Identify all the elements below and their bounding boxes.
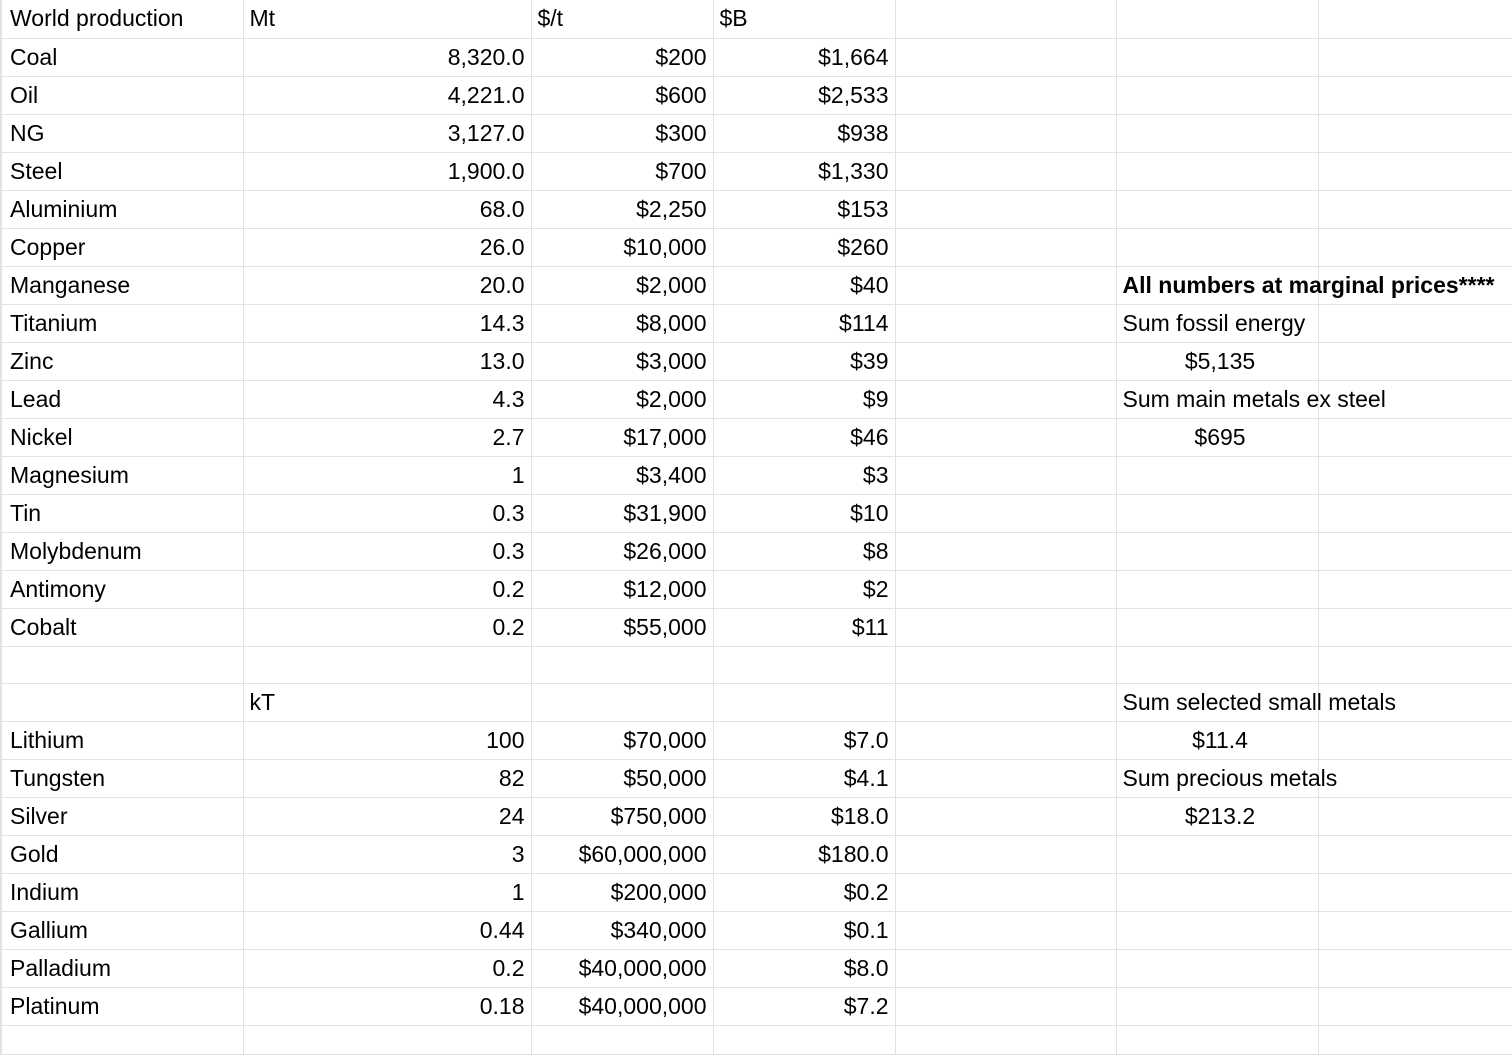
- amount-cell[interactable]: 4.3: [243, 380, 531, 418]
- amount-cell[interactable]: 24: [243, 797, 531, 835]
- kt-unit-cell[interactable]: kT: [243, 683, 531, 721]
- value-cell[interactable]: $0.1: [713, 911, 895, 949]
- empty-cell[interactable]: [895, 797, 1116, 835]
- table-row: [0, 721, 1512, 759]
- empty-cell[interactable]: [1318, 152, 1512, 190]
- empty-cell[interactable]: [1116, 114, 1318, 152]
- table-row: [0, 949, 1512, 987]
- empty-cell[interactable]: [1318, 911, 1512, 949]
- sum-metals-label[interactable]: Sum main metals ex steel: [1116, 380, 1318, 418]
- blank-row: [0, 1025, 1512, 1054]
- empty-cell[interactable]: [531, 1025, 713, 1054]
- empty-cell[interactable]: [895, 570, 1116, 608]
- material-name-cell[interactable]: Copper: [0, 228, 243, 266]
- empty-cell[interactable]: [1116, 494, 1318, 532]
- empty-cell[interactable]: [713, 646, 895, 683]
- empty-cell[interactable]: [1116, 76, 1318, 114]
- value-cell[interactable]: $8: [713, 532, 895, 570]
- value-cell[interactable]: $8.0: [713, 949, 895, 987]
- empty-cell[interactable]: [1318, 342, 1512, 380]
- amount-cell[interactable]: 26.0: [243, 228, 531, 266]
- empty-cell[interactable]: [895, 1025, 1116, 1054]
- price-cell[interactable]: $10,000: [531, 228, 713, 266]
- empty-cell[interactable]: [1318, 114, 1512, 152]
- empty-cell[interactable]: [1116, 38, 1318, 76]
- table-row: [0, 456, 1512, 494]
- price-cell[interactable]: $31,900: [531, 494, 713, 532]
- price-cell[interactable]: $700: [531, 152, 713, 190]
- value-cell[interactable]: $1,664: [713, 38, 895, 76]
- price-cell[interactable]: $26,000: [531, 532, 713, 570]
- empty-cell[interactable]: [1318, 759, 1512, 797]
- empty-cell[interactable]: [895, 38, 1116, 76]
- table-row: [0, 76, 1512, 114]
- empty-cell[interactable]: [1318, 228, 1512, 266]
- amount-cell[interactable]: 100: [243, 721, 531, 759]
- price-cell[interactable]: $600: [531, 76, 713, 114]
- material-name-cell[interactable]: Steel: [0, 152, 243, 190]
- table-row: [0, 266, 1512, 304]
- table-row: [0, 570, 1512, 608]
- price-cell[interactable]: $12,000: [531, 570, 713, 608]
- empty-cell[interactable]: [1116, 911, 1318, 949]
- empty-cell[interactable]: [895, 152, 1116, 190]
- table-row: [0, 835, 1512, 873]
- empty-cell[interactable]: [1318, 456, 1512, 494]
- material-name-cell[interactable]: Lead: [0, 380, 243, 418]
- empty-cell[interactable]: [0, 646, 243, 683]
- price-cell[interactable]: $70,000: [531, 721, 713, 759]
- empty-cell[interactable]: [1318, 646, 1512, 683]
- value-cell[interactable]: $180.0: [713, 835, 895, 873]
- table-row: [0, 38, 1512, 76]
- price-cell[interactable]: $3,400: [531, 456, 713, 494]
- empty-cell[interactable]: [1116, 532, 1318, 570]
- empty-cell[interactable]: [1116, 228, 1318, 266]
- material-name-cell[interactable]: Antimony: [0, 570, 243, 608]
- empty-cell[interactable]: [1116, 608, 1318, 646]
- empty-cell[interactable]: [895, 380, 1116, 418]
- empty-cell[interactable]: [1116, 949, 1318, 987]
- table-row: [0, 532, 1512, 570]
- material-name-cell[interactable]: Nickel: [0, 418, 243, 456]
- value-cell[interactable]: $3: [713, 456, 895, 494]
- empty-cell[interactable]: [713, 683, 895, 721]
- sum-fossil-value[interactable]: $5,135: [1116, 342, 1318, 380]
- price-cell[interactable]: $2,250: [531, 190, 713, 228]
- header-row: [0, 0, 1512, 38]
- empty-cell[interactable]: [895, 266, 1116, 304]
- table-row: [0, 759, 1512, 797]
- amount-cell[interactable]: 0.2: [243, 949, 531, 987]
- empty-cell[interactable]: [1116, 570, 1318, 608]
- header-name-cell[interactable]: World production: [0, 0, 243, 38]
- amount-cell[interactable]: 0.18: [243, 987, 531, 1025]
- empty-cell[interactable]: [1318, 494, 1512, 532]
- kt-header-row: [0, 683, 1512, 721]
- amount-cell[interactable]: 0.2: [243, 570, 531, 608]
- empty-cell[interactable]: [1116, 1025, 1318, 1054]
- header-unit-cell[interactable]: Mt: [243, 0, 531, 38]
- price-cell[interactable]: $200: [531, 38, 713, 76]
- empty-cell[interactable]: [1116, 646, 1318, 683]
- empty-cell[interactable]: [895, 835, 1116, 873]
- empty-cell[interactable]: [1116, 835, 1318, 873]
- material-name-cell[interactable]: Platinum: [0, 987, 243, 1025]
- empty-cell[interactable]: [895, 494, 1116, 532]
- value-cell[interactable]: $938: [713, 114, 895, 152]
- material-name-cell[interactable]: Gold: [0, 835, 243, 873]
- empty-cell[interactable]: [1318, 835, 1512, 873]
- empty-cell[interactable]: [1318, 190, 1512, 228]
- empty-cell[interactable]: [895, 114, 1116, 152]
- table-row: [0, 418, 1512, 456]
- empty-cell[interactable]: [1318, 949, 1512, 987]
- table-row: [0, 873, 1512, 911]
- empty-cell[interactable]: [895, 342, 1116, 380]
- empty-cell[interactable]: [895, 608, 1116, 646]
- value-cell[interactable]: $10: [713, 494, 895, 532]
- table-row: [0, 911, 1512, 949]
- value-cell[interactable]: $0.2: [713, 873, 895, 911]
- material-name-cell[interactable]: Coal: [0, 38, 243, 76]
- empty-cell[interactable]: [1318, 1025, 1512, 1054]
- material-name-cell[interactable]: Titanium: [0, 304, 243, 342]
- material-name-cell[interactable]: Manganese: [0, 266, 243, 304]
- table-row: [0, 152, 1512, 190]
- empty-cell[interactable]: [531, 683, 713, 721]
- blank-row: [0, 646, 1512, 683]
- material-name-cell[interactable]: Silver: [0, 797, 243, 835]
- amount-cell[interactable]: 0.3: [243, 532, 531, 570]
- material-name-cell[interactable]: Lithium: [0, 721, 243, 759]
- empty-cell[interactable]: [1116, 0, 1318, 38]
- empty-cell[interactable]: [1116, 987, 1318, 1025]
- material-name-cell[interactable]: Tin: [0, 494, 243, 532]
- value-cell[interactable]: $2,533: [713, 76, 895, 114]
- empty-cell[interactable]: [1318, 608, 1512, 646]
- empty-cell[interactable]: [243, 1025, 531, 1054]
- sum-small-label[interactable]: Sum selected small metals: [1116, 683, 1318, 721]
- empty-cell[interactable]: [1318, 797, 1512, 835]
- material-name-cell[interactable]: Magnesium: [0, 456, 243, 494]
- value-cell[interactable]: $7.0: [713, 721, 895, 759]
- empty-cell[interactable]: [895, 304, 1116, 342]
- empty-cell[interactable]: [1318, 987, 1512, 1025]
- marginal-prices-note[interactable]: All numbers at marginal prices****: [1116, 266, 1318, 304]
- sum-precious-value[interactable]: $213.2: [1116, 797, 1318, 835]
- material-name-cell[interactable]: Tungsten: [0, 759, 243, 797]
- empty-cell[interactable]: [895, 911, 1116, 949]
- sum-small-value[interactable]: $11.4: [1116, 721, 1318, 759]
- empty-cell[interactable]: [895, 646, 1116, 683]
- material-name-cell[interactable]: Gallium: [0, 911, 243, 949]
- value-cell[interactable]: $260: [713, 228, 895, 266]
- sheet-left-border: [0, 0, 2, 1054]
- table-row: [0, 494, 1512, 532]
- value-cell[interactable]: $153: [713, 190, 895, 228]
- header-value-unit-cell[interactable]: $B: [713, 0, 895, 38]
- amount-cell[interactable]: 0.3: [243, 494, 531, 532]
- amount-cell[interactable]: 13.0: [243, 342, 531, 380]
- empty-cell[interactable]: [1116, 152, 1318, 190]
- amount-cell[interactable]: 8,320.0: [243, 38, 531, 76]
- material-name-cell[interactable]: Molybdenum: [0, 532, 243, 570]
- amount-cell[interactable]: 68.0: [243, 190, 531, 228]
- value-cell[interactable]: $1,330: [713, 152, 895, 190]
- price-cell[interactable]: $55,000: [531, 608, 713, 646]
- value-cell[interactable]: $2: [713, 570, 895, 608]
- empty-cell[interactable]: [895, 0, 1116, 38]
- empty-cell[interactable]: [895, 418, 1116, 456]
- material-name-cell[interactable]: Aluminium: [0, 190, 243, 228]
- price-cell[interactable]: $40,000,000: [531, 987, 713, 1025]
- empty-cell[interactable]: [895, 532, 1116, 570]
- price-cell[interactable]: $17,000: [531, 418, 713, 456]
- amount-cell[interactable]: 1: [243, 456, 531, 494]
- empty-cell[interactable]: [243, 646, 531, 683]
- value-cell[interactable]: $18.0: [713, 797, 895, 835]
- price-cell[interactable]: $2,000: [531, 380, 713, 418]
- price-cell[interactable]: $300: [531, 114, 713, 152]
- value-cell[interactable]: $4.1: [713, 759, 895, 797]
- material-name-cell[interactable]: Indium: [0, 873, 243, 911]
- empty-cell[interactable]: [1116, 873, 1318, 911]
- material-name-cell[interactable]: Cobalt: [0, 608, 243, 646]
- empty-cell[interactable]: [1318, 0, 1512, 38]
- empty-cell[interactable]: [1318, 721, 1512, 759]
- table-row: [0, 797, 1512, 835]
- empty-cell[interactable]: [1318, 418, 1512, 456]
- material-name-cell[interactable]: Palladium: [0, 949, 243, 987]
- empty-cell[interactable]: [1318, 304, 1512, 342]
- empty-cell[interactable]: [895, 228, 1116, 266]
- amount-cell[interactable]: 3: [243, 835, 531, 873]
- value-cell[interactable]: $39: [713, 342, 895, 380]
- amount-cell[interactable]: 0.44: [243, 911, 531, 949]
- table-row: [0, 190, 1512, 228]
- amount-cell[interactable]: 14.3: [243, 304, 531, 342]
- empty-cell[interactable]: [895, 987, 1116, 1025]
- amount-cell[interactable]: 4,221.0: [243, 76, 531, 114]
- material-name-cell[interactable]: Oil: [0, 76, 243, 114]
- empty-cell[interactable]: [895, 949, 1116, 987]
- price-cell[interactable]: $60,000,000: [531, 835, 713, 873]
- sum-precious-label[interactable]: Sum precious metals: [1116, 759, 1318, 797]
- empty-cell[interactable]: [895, 873, 1116, 911]
- empty-cell[interactable]: [1318, 873, 1512, 911]
- empty-cell[interactable]: [895, 683, 1116, 721]
- amount-cell[interactable]: 20.0: [243, 266, 531, 304]
- value-cell[interactable]: $114: [713, 304, 895, 342]
- price-cell[interactable]: $750,000: [531, 797, 713, 835]
- value-cell[interactable]: $11: [713, 608, 895, 646]
- empty-cell[interactable]: [895, 721, 1116, 759]
- table-row: [0, 608, 1512, 646]
- sum-fossil-label[interactable]: Sum fossil energy: [1116, 304, 1318, 342]
- value-cell[interactable]: $46: [713, 418, 895, 456]
- empty-cell[interactable]: [1116, 190, 1318, 228]
- price-cell[interactable]: $2,000: [531, 266, 713, 304]
- price-cell[interactable]: $40,000,000: [531, 949, 713, 987]
- empty-cell[interactable]: [895, 190, 1116, 228]
- empty-cell[interactable]: [0, 1025, 243, 1054]
- empty-cell[interactable]: [713, 1025, 895, 1054]
- empty-cell[interactable]: [1116, 456, 1318, 494]
- material-name-cell[interactable]: Zinc: [0, 342, 243, 380]
- table-row: [0, 304, 1512, 342]
- price-cell[interactable]: $340,000: [531, 911, 713, 949]
- amount-cell[interactable]: 3,127.0: [243, 114, 531, 152]
- empty-cell[interactable]: [531, 646, 713, 683]
- value-cell[interactable]: $9: [713, 380, 895, 418]
- amount-cell[interactable]: 1: [243, 873, 531, 911]
- value-cell[interactable]: $7.2: [713, 987, 895, 1025]
- sum-metals-value[interactable]: $695: [1116, 418, 1318, 456]
- price-cell[interactable]: $8,000: [531, 304, 713, 342]
- header-price-unit-cell[interactable]: $/t: [531, 0, 713, 38]
- empty-cell[interactable]: [895, 76, 1116, 114]
- table-row: [0, 342, 1512, 380]
- empty-cell[interactable]: [1318, 38, 1512, 76]
- value-cell[interactable]: $40: [713, 266, 895, 304]
- empty-cell[interactable]: [1318, 76, 1512, 114]
- empty-cell[interactable]: [895, 759, 1116, 797]
- table-row: [0, 114, 1512, 152]
- amount-cell[interactable]: 82: [243, 759, 531, 797]
- price-cell[interactable]: $200,000: [531, 873, 713, 911]
- amount-cell[interactable]: 1,900.0: [243, 152, 531, 190]
- amount-cell[interactable]: 0.2: [243, 608, 531, 646]
- table-row: [0, 228, 1512, 266]
- table-row: [0, 380, 1512, 418]
- table-row: [0, 987, 1512, 1025]
- empty-cell[interactable]: [895, 456, 1116, 494]
- amount-cell[interactable]: 2.7: [243, 418, 531, 456]
- material-name-cell[interactable]: NG: [0, 114, 243, 152]
- empty-cell[interactable]: [1318, 570, 1512, 608]
- empty-cell[interactable]: [0, 683, 243, 721]
- empty-cell[interactable]: [1318, 532, 1512, 570]
- price-cell[interactable]: $3,000: [531, 342, 713, 380]
- price-cell[interactable]: $50,000: [531, 759, 713, 797]
